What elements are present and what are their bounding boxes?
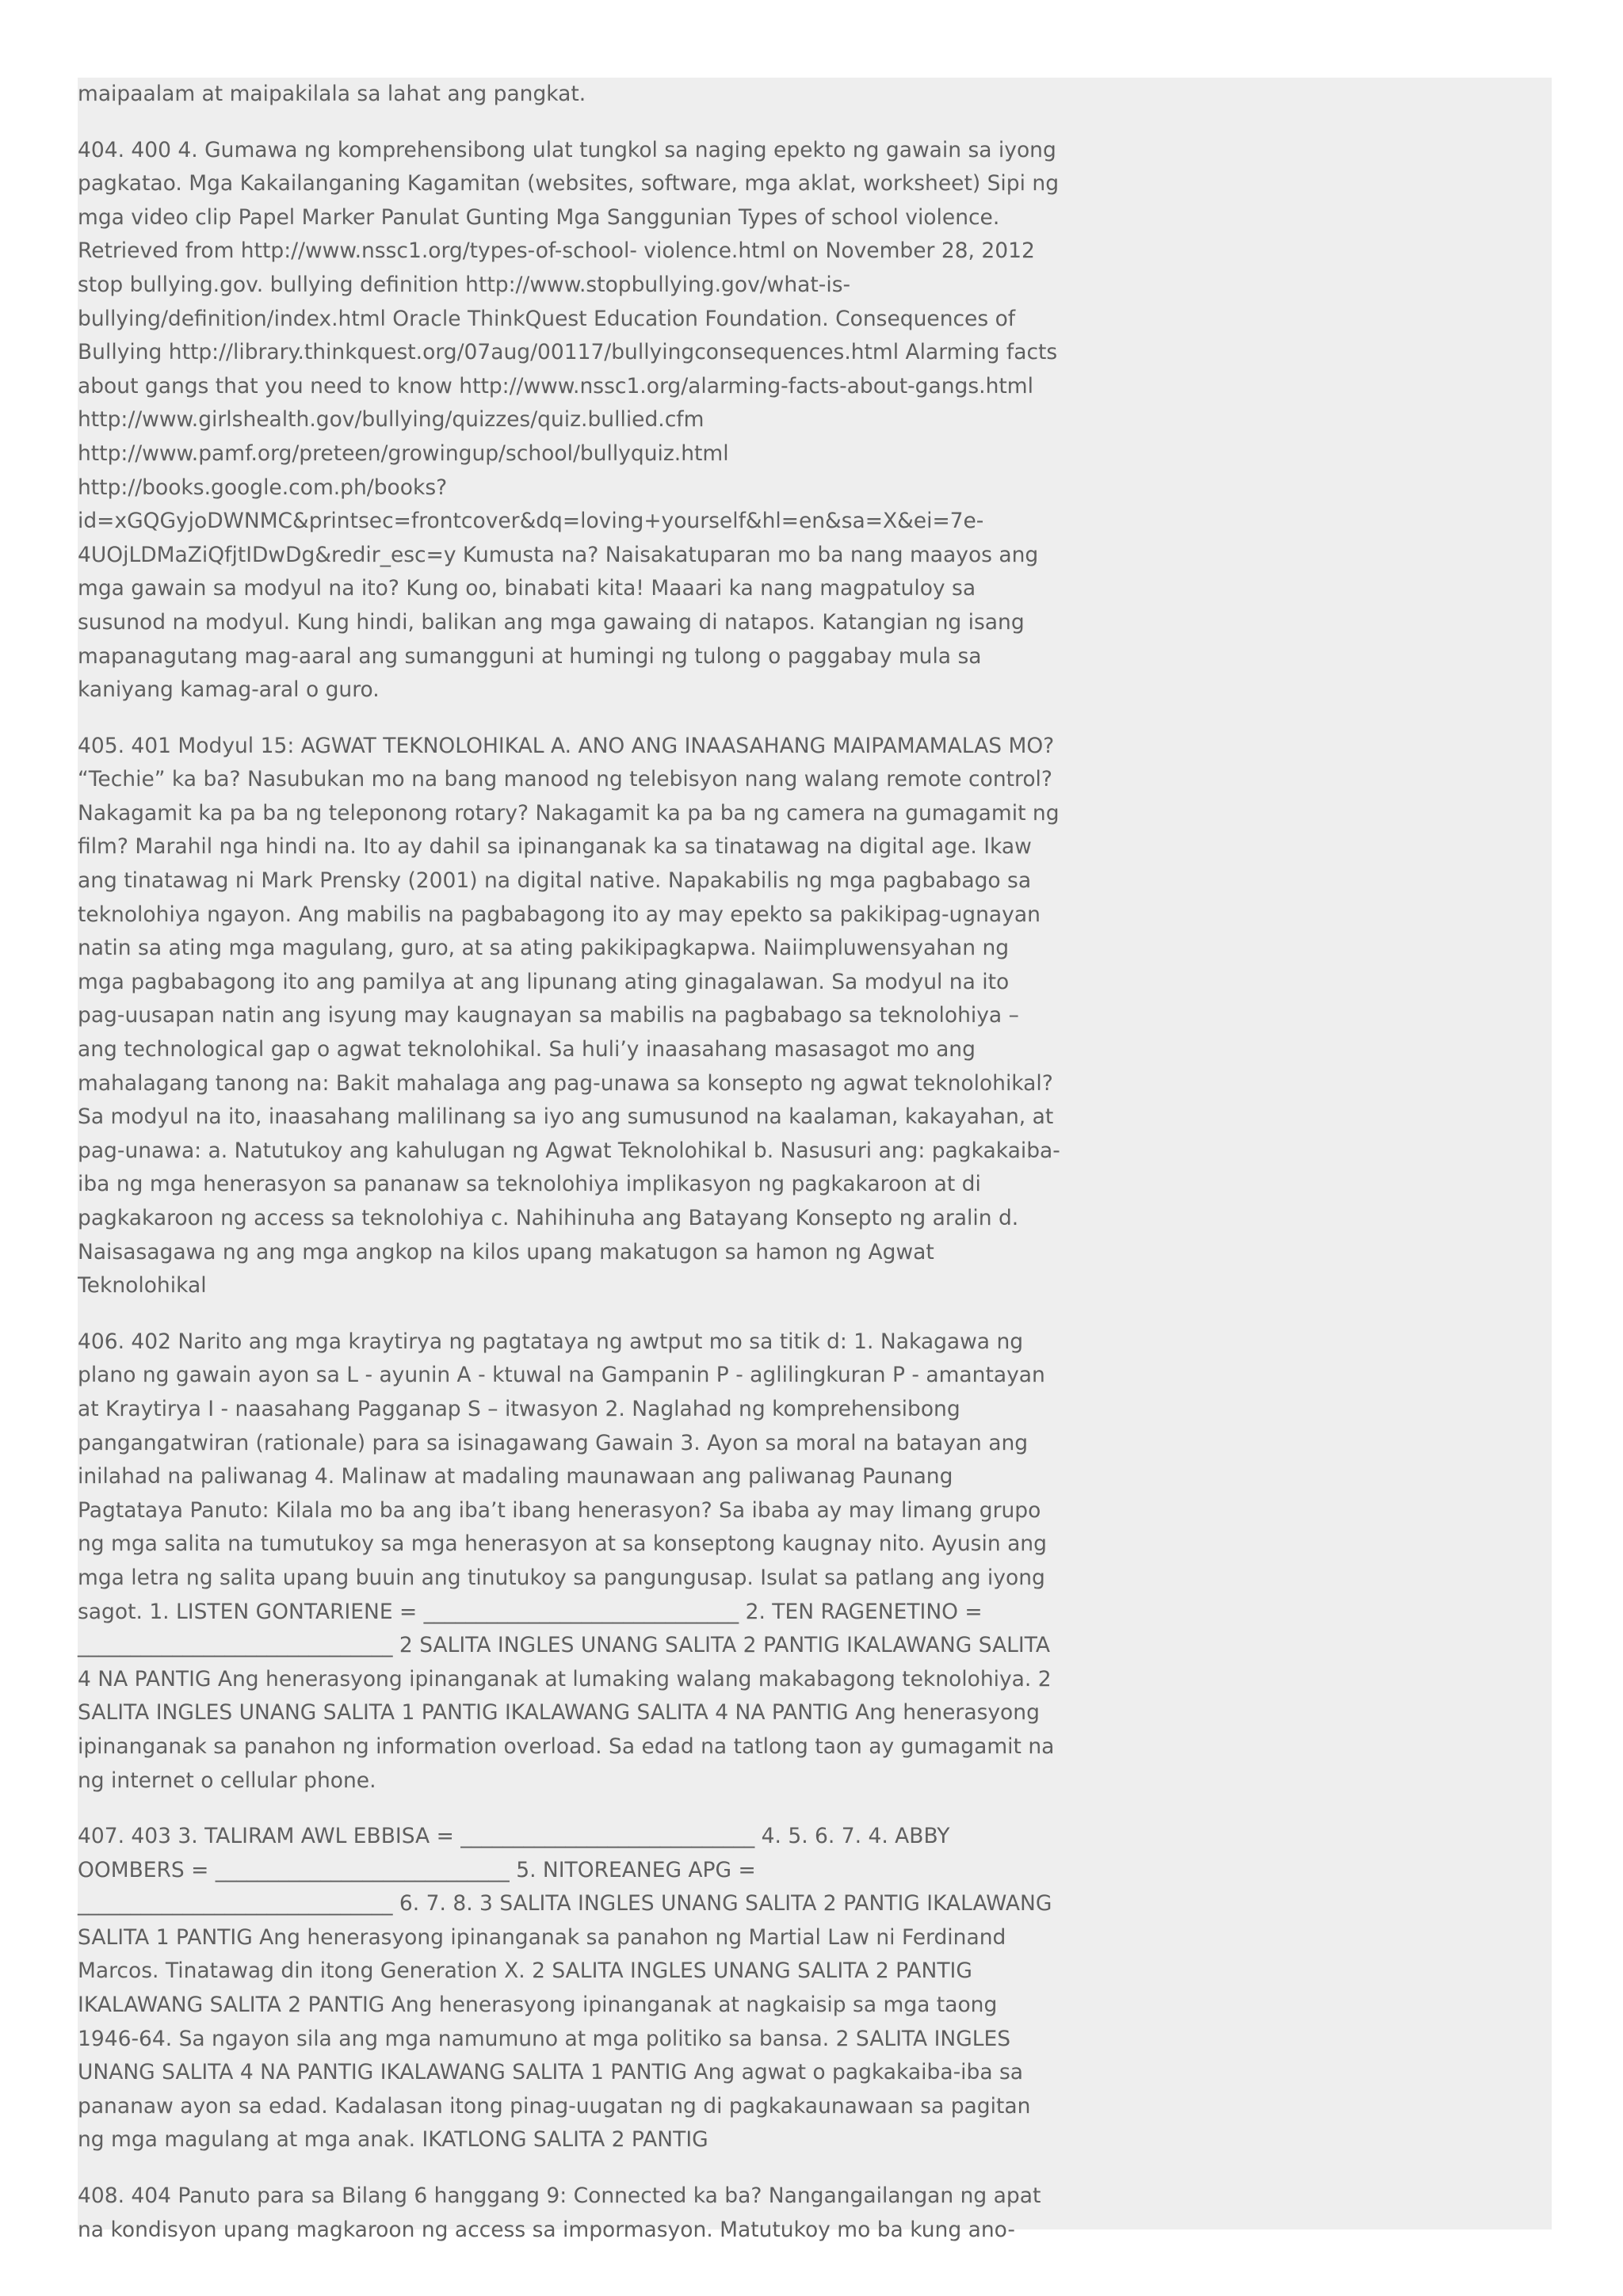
paragraph-405: 405. 401 Modyul 15: AGWAT TEKNOLOHIKAL A. ANO ANG INAASAHANG MAIPAMAMALAS MO? “Techie” ka ba? Nasubukan mo na bang manood ng telebisyon nang walang remote control? Nakagamit ka pa ba ng teleponong rotary? Nakagamit ka pa ba ng camera na gumagamit ng film? Marahil nga hindi na. Ito ay dahil sa ipinanganak ka sa tinatawag na digital age. Ikaw ang tinatawag ni Mark Prensky (2001) na digital native. Napakabilis ng mga pagbabago sa teknolohiya ngayon. Ang mabilis na pagbabagong ito ay may epekto sa pakikipag-ugnayan natin sa ating mga magulang, guro, at sa ating pakikipagkapwa. Naiimpluwensyahan ng mga pagbabagong ito ang pamilya at ang lipunang ating ginagalawan. Sa modyul na ito pag-uusapan natin ang isyung may kaugnayan sa mabilis na pagbabago sa teknolohiya – ang technological gap o agwat teknolohikal. Sa huli’y inaasahang masasagot mo ang mahalagang tanong na: Bakit mahalaga ang pag-unawa sa konsepto ng agwat teknolohikal? Sa modyul na ito, inaasahang malilinang sa iyo ang sumusunod na kaalaman, kakayahan, at pag-unawa: a. Natutukoy ang kahulugan ng Agwat Teknolohikal b. Nasusuri ang: pagkakaiba-iba ng mga henerasyon sa pananaw sa teknolohiya implikasyon ng pagkakaroon at di pagkakaroon ng access sa teknolohiya c. Nahihinuha ang Batayang Konsepto ng aralin d. Naisasagawa ng ang mga angkop na kilos upang makatugon sa hamon ng Agwat Teknolohikal <box>78 733 1060 1299</box>
paragraph-408: 408. 404 Panuto para sa Bilang 6 hanggang 9: Connected ka ba? Nangangailangan ng apat na kondisyon upang magkaroon ng access sa impormasyon. Matutukoy mo ba kung ano- <box>78 2183 1041 2242</box>
paragraph-406: 406. 402 Narito ang mga kraytirya ng pagtataya ng awtput mo sa titik d: 1. Nakagawa ng plano ng gawain ayon sa L - ayunin A - ktuwal na Gampanin P - aglilingkuran P - amantayan at Kraytirya I - naasahang Pagganap S – itwasyon 2. Naglahad ng komprehensibong pangangatwiran (rationale) para sa isinagawang Gawain 3. Ayon sa moral na batayan ang inilahad na paliwanag 4. Malinaw at madaling maunawaan ang paliwanag Paunang Pagtataya Panuto: Kilala mo ba ang iba’t ibang henerasyon? Sa ibaba ay may limang grupo ng mga salita na tumutukoy sa mga henerasyon at sa konseptong kaugnay nito. Ayusin ang mga letra ng salita upang buuin ang tinutukoy sa pangungusap. Isulat sa patlang ang iyong sagot. 1. LISTEN GONTARIENE = ______________________________ 2. TEN RAGENETINO = ______________________________ 2 SALITA INGLES UNANG SALITA 2 PANTIG IKALAWANG SALITA 4 NA PANTIG Ang henerasyong ipinanganak at lumaking walang makabagong teknolohiya. 2 SALITA INGLES UNANG SALITA 1 PANTIG IKALAWANG SALITA 4 NA PANTIG Ang henerasyong ipinanganak sa panahon ng information overload. Sa edad na tatlong taon ay gumagamit na ng internet o cellular phone. <box>78 1329 1055 1793</box>
document-page <box>78 78 1552 2242</box>
paragraph-continuation: maipaalam at maipakilala sa lahat ang pangkat. <box>78 82 586 106</box>
paragraph-407: 407. 403 3. TALIRAM AWL EBBISA = ____________________________ 4. 5. 6. 7. 4. ABBY OOMBERS = ____________________________ 5. NITOREANEG APG = ______________________________ 6. 7. 8. 3 SALITA INGLES UNANG SALITA 2 PANTIG IKALAWANG SALITA 1 PANTIG Ang henerasyong ipinanganak sa panahon ng Martial Law ni Ferdinand Marcos. Tinatawag din itong Generation X. 2 SALITA INGLES UNANG SALITA 2 PANTIG IKALAWANG SALITA 2 PANTIG Ang henerasyong ipinanganak at nagkaisip sa mga taong 1946-64. Sa ngayon sila ang mga namumuno at mga politiko sa bansa. 2 SALITA INGLES UNANG SALITA 4 NA PANTIG IKALAWANG SALITA 1 PANTIG Ang agwat o pagkakaiba-iba sa pananaw ayon sa edad. Kadalasan itong pinag-uugatan ng di pagkakaunawaan sa pagitan ng mga magulang at mga anak. IKATLONG SALITA 2 PANTIG <box>78 1824 1052 2153</box>
paragraph-404: 404. 400 4. Gumawa ng komprehensibong ulat tungkol sa naging epekto ng gawain sa iyong pagkatao. Mga Kakailanganing Kagamitan (websites, software, mga aklat, worksheet) Sipi ng mga video clip Papel Marker Panulat Gunting Mga Sanggunian Types of school violence. Retrieved from http://www.nssc1.org/types-of-school- violence.html on November 28, 2012 stop bullying.gov. bullying definition http://www.stopbullying.gov/what-is-bullying/definition/index.html Oracle ThinkQuest Education Foundation. Consequences of Bullying http://library.thinkquest.org/07aug/00117/bullyingconsequences.html Alarming facts about gangs that you need to know http://www.nssc1.org/alarming-facts-about-gangs.html http://www.girlshealth.gov/bullying/quizzes/quiz.bullied.cfm http://www.pamf.org/preteen/growingup/school/bullyquiz.html http://books.google.com.ph/books?id=xGQGyjoDWNMC&printsec=frontcover&dq=loving+yourself&hl=en&sa=X&ei=7e-4UOjLDMaZiQfjtIDwDg&redir_esc=y Kumusta na? Naisakatuparan mo ba nang maayos ang mga gawain sa modyul na ito? Kung oo, binabati kita! Maaari ka nang magpatuloy sa susunod na modyul. Kung hindi, balikan ang mga gawaing di natapos. Katangian ng isang mapanagutang mag-aaral ang sumangguni at humingi ng tulong o paggabay mula sa kaniyang kamag-aral o guro. <box>78 137 1060 703</box>
document-text-column <box>78 78 1060 2269</box>
